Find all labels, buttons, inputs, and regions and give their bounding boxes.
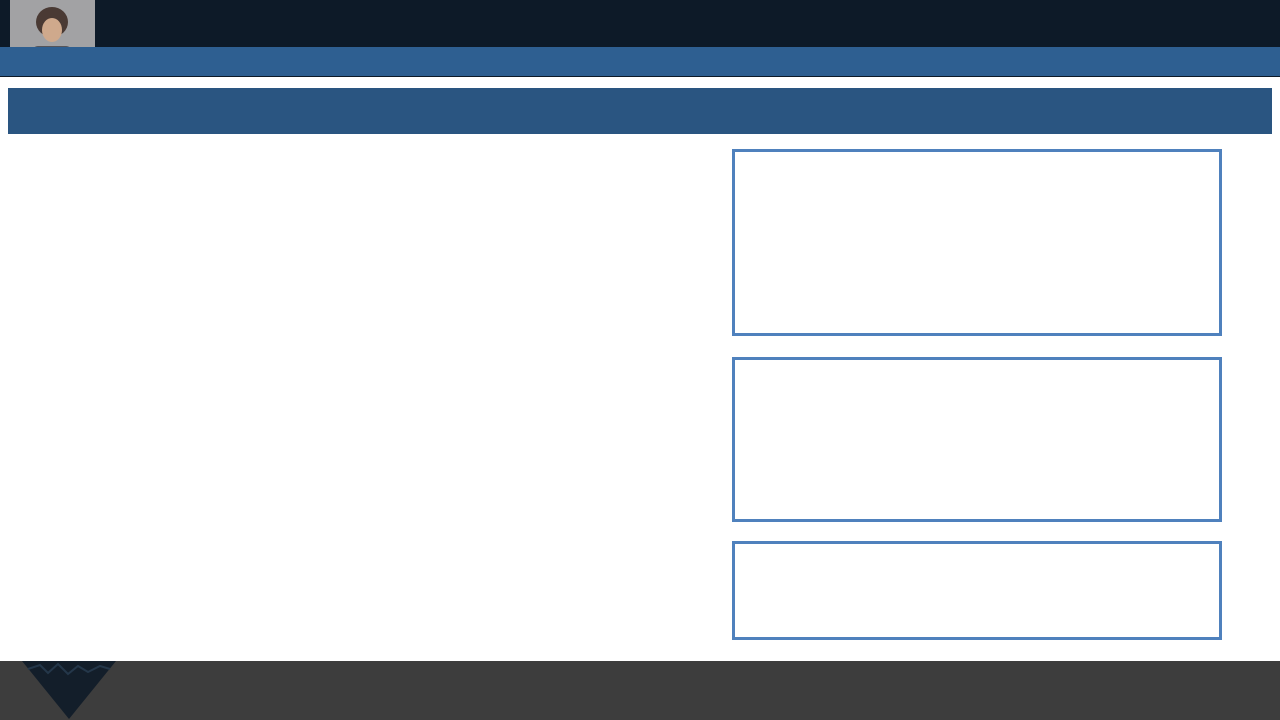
plot-or-header [508,146,648,161]
col-group2-header [215,146,295,161]
top-banner [0,0,1280,77]
col-total1-header [152,162,212,177]
footer-bar [0,661,1280,720]
results-header [8,88,1272,134]
summary-box-counts [732,149,1222,336]
plot-ci-header [508,162,648,177]
col-group1-header [126,146,206,161]
author-bar [0,47,1280,76]
col-or-header [330,146,470,161]
summary-box-subgroup [732,541,1222,640]
triangle-logo-icon [22,661,117,720]
col-ci-header [318,162,458,177]
congress-logo [22,661,117,720]
summary-box-main-finding [732,357,1222,522]
